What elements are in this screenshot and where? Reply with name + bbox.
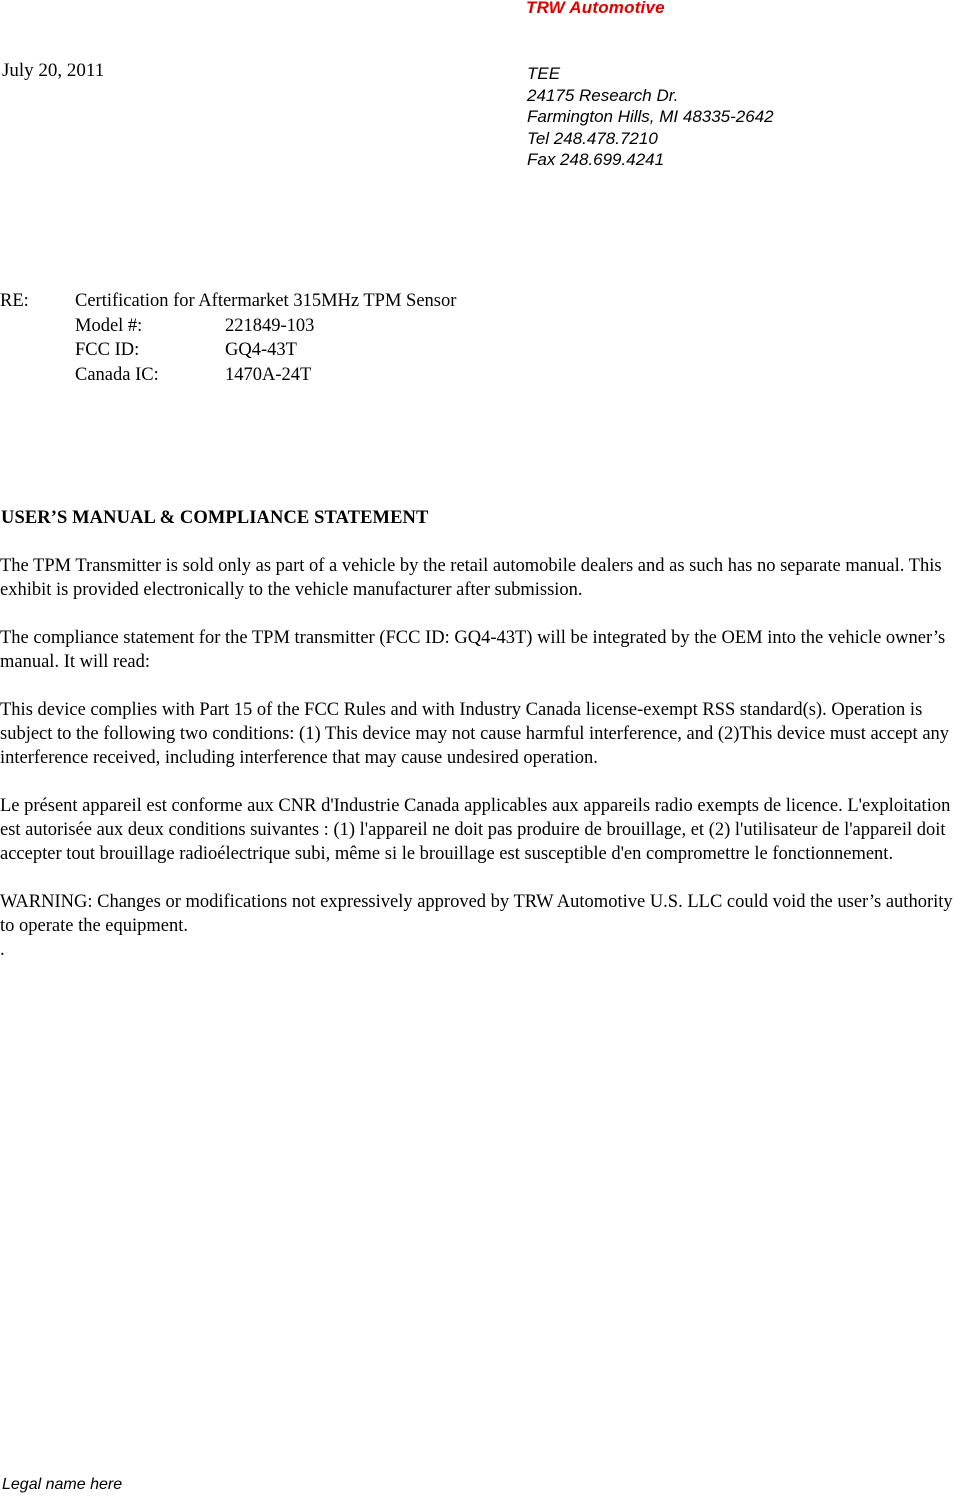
company-address xyxy=(527,63,774,171)
canada-ic-label: Canada IC: xyxy=(75,364,159,385)
fcc-id-value: GQ4-43T xyxy=(225,340,297,360)
address-fax: Fax 248.699.4241 xyxy=(527,150,665,169)
model-value: 221849-103 xyxy=(225,315,315,336)
footer-legal-name: Legal name here xyxy=(2,1476,123,1493)
paragraph-french-statement: Le présent appareil est conforme aux CNR d'Industrie Canada applicables aux appareils radio exempts de licence. L'exploitation est autorisée aux deux conditions suivantes : (1) l'appareil ne doit pas produire de brouillage, et (2) l'utilisateur de l'appareil doit accepter tout brouillage radioélectrique subi, même si le brouillage est susceptible d'en compromettre le fonctionnement. xyxy=(0,796,951,864)
address-line: Farmington Hills, MI 48335-2642 xyxy=(527,107,774,126)
company-logo-text: TRW Automotive xyxy=(526,0,665,17)
paragraph-warning: WARNING: Changes or modifications not expressively approved by TRW Automotive U.S. LLC could void the user’s authority to operate the equipment. xyxy=(0,892,953,936)
model-label: Model #: xyxy=(75,315,143,336)
document-body xyxy=(0,554,964,962)
canada-ic-value: 1470A-24T xyxy=(225,364,312,385)
address-line: 24175 Research Dr. xyxy=(527,85,679,105)
letter-date: July 20, 2011 xyxy=(2,60,105,81)
fcc-id-label: FCC ID: xyxy=(75,340,140,360)
paragraph-compliance-intro: The compliance statement for the TPM transmitter (FCC ID: GQ4-43T) will be integrated by the OEM into the vehicle owner’s manual. It will read: xyxy=(0,628,946,672)
document-title: USER’S MANUAL & COMPLIANCE STATEMENT xyxy=(1,508,429,528)
trailing-period: . xyxy=(0,940,5,960)
re-label: RE: xyxy=(0,291,29,311)
re-subject: Certification for Aftermarket 315MHz TPM Sensor xyxy=(75,291,457,311)
paragraph-manual: The TPM Transmitter is sold only as part of a vehicle by the retail automobile dealers and as such has no separate manual. This exhibit is provided electronically to the vehicle manufacturer after submission. xyxy=(0,556,942,600)
address-phone: Tel 248.478.7210 xyxy=(527,128,658,148)
address-line: TEE xyxy=(527,64,561,83)
paragraph-fcc-statement: This device complies with Part 15 of the FCC Rules and with Industry Canada license-exempt RSS standard(s). Operation is subject to the following two conditions: (1) This device may not cause harmful interference, and (2)This device must accept any interference received, including interference that may cause undesired operation. xyxy=(0,700,950,768)
